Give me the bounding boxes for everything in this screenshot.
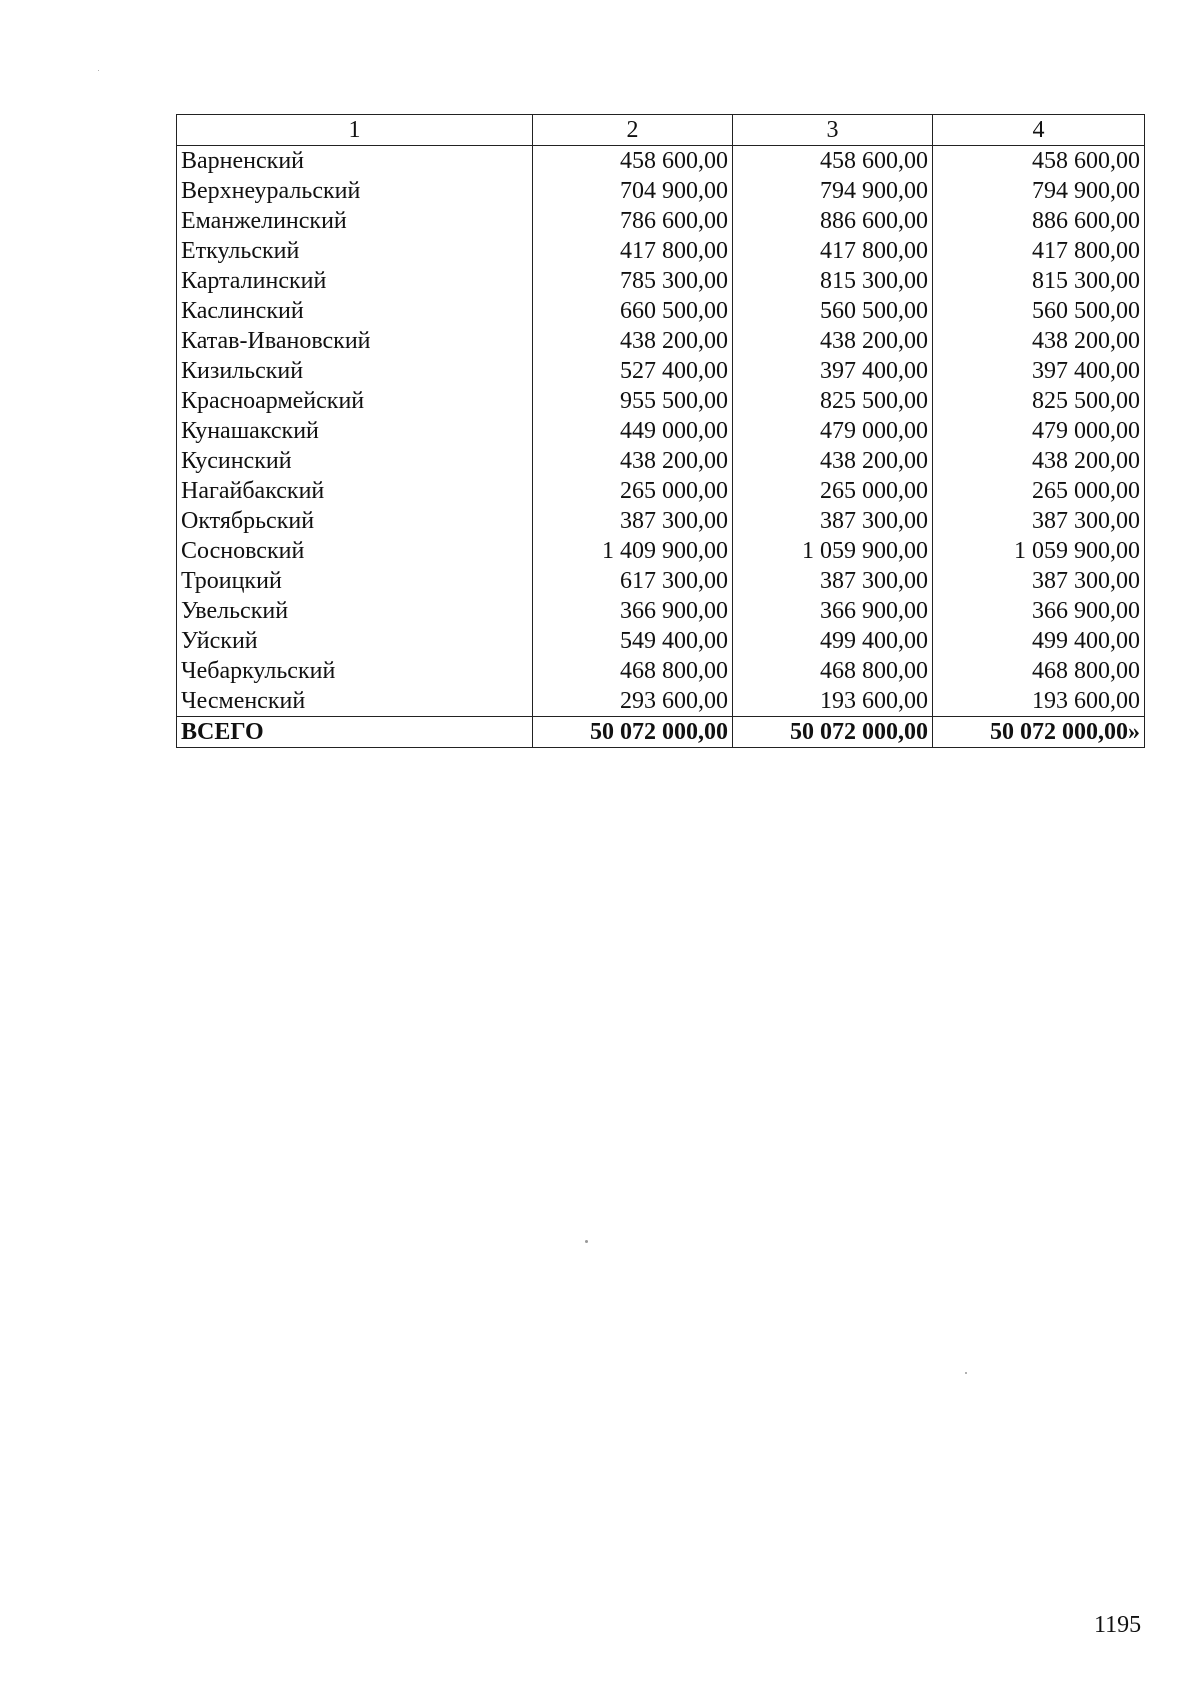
table-row	[177, 506, 1145, 536]
amount-col3: 265 000,00	[733, 476, 933, 506]
total-label: ВСЕГО	[177, 717, 533, 748]
amount-col2: 438 200,00	[533, 326, 733, 356]
amount-col2: 293 600,00	[533, 686, 733, 717]
district-name: Троицкий	[177, 566, 533, 596]
table-row	[177, 356, 1145, 386]
amount-col2: 438 200,00	[533, 446, 733, 476]
total-value-col2: 50 072 000,00	[533, 717, 733, 748]
table-row	[177, 296, 1145, 326]
district-name: Чесменский	[177, 686, 533, 717]
amount-col3: 387 300,00	[733, 506, 933, 536]
amount-col4: 387 300,00	[933, 506, 1145, 536]
amount-col3: 560 500,00	[733, 296, 933, 326]
amount-col4: 479 000,00	[933, 416, 1145, 446]
district-name: Катав-Ивановский	[177, 326, 533, 356]
budget-table	[176, 114, 1145, 748]
district-name: Каслинский	[177, 296, 533, 326]
table-row	[177, 326, 1145, 356]
total-value-col3: 50 072 000,00	[733, 717, 933, 748]
table-row	[177, 146, 1145, 177]
page-number: 1195	[1094, 1612, 1142, 1638]
amount-col2: 468 800,00	[533, 656, 733, 686]
amount-col3: 815 300,00	[733, 266, 933, 296]
district-name: Еткульский	[177, 236, 533, 266]
amount-col2: 527 400,00	[533, 356, 733, 386]
amount-col3: 825 500,00	[733, 386, 933, 416]
amount-col3: 387 300,00	[733, 566, 933, 596]
amount-col3: 458 600,00	[733, 146, 933, 177]
amount-col4: 815 300,00	[933, 266, 1145, 296]
header-row	[177, 115, 1145, 146]
amount-col4: 1 059 900,00	[933, 536, 1145, 566]
district-name: Увельский	[177, 596, 533, 626]
amount-col3: 417 800,00	[733, 236, 933, 266]
amount-col4: 193 600,00	[933, 686, 1145, 717]
column-header-4: 4	[933, 115, 1145, 146]
amount-col2: 417 800,00	[533, 236, 733, 266]
table-row	[177, 686, 1145, 717]
amount-col3: 438 200,00	[733, 446, 933, 476]
amount-col3: 366 900,00	[733, 596, 933, 626]
table-row	[177, 476, 1145, 506]
amount-col2: 660 500,00	[533, 296, 733, 326]
table-row	[177, 536, 1145, 566]
district-name: Кунашакский	[177, 416, 533, 446]
district-name: Кусинский	[177, 446, 533, 476]
amount-col4: 417 800,00	[933, 236, 1145, 266]
table-row	[177, 566, 1145, 596]
amount-col2: 265 000,00	[533, 476, 733, 506]
column-header-2: 2	[533, 115, 733, 146]
amount-col4: 387 300,00	[933, 566, 1145, 596]
amount-col3: 794 900,00	[733, 176, 933, 206]
amount-col4: 794 900,00	[933, 176, 1145, 206]
amount-col3: 886 600,00	[733, 206, 933, 236]
amount-col3: 438 200,00	[733, 326, 933, 356]
scan-speck	[965, 1372, 967, 1374]
amount-col2: 1 409 900,00	[533, 536, 733, 566]
amount-col2: 955 500,00	[533, 386, 733, 416]
table-row	[177, 266, 1145, 296]
scan-speck	[98, 70, 99, 71]
district-name: Нагайбакский	[177, 476, 533, 506]
amount-col3: 479 000,00	[733, 416, 933, 446]
column-header-3: 3	[733, 115, 933, 146]
district-name: Кизильский	[177, 356, 533, 386]
district-name: Уйский	[177, 626, 533, 656]
amount-col4: 438 200,00	[933, 326, 1145, 356]
amount-col2: 786 600,00	[533, 206, 733, 236]
table-row	[177, 656, 1145, 686]
amount-col3: 193 600,00	[733, 686, 933, 717]
table-row	[177, 626, 1145, 656]
amount-col2: 387 300,00	[533, 506, 733, 536]
district-name: Красноармейский	[177, 386, 533, 416]
scan-speck	[585, 1240, 588, 1243]
district-name: Еманжелинский	[177, 206, 533, 236]
amount-col3: 1 059 900,00	[733, 536, 933, 566]
district-name: Чебаркульский	[177, 656, 533, 686]
amount-col2: 458 600,00	[533, 146, 733, 177]
amount-col4: 397 400,00	[933, 356, 1145, 386]
amount-col3: 397 400,00	[733, 356, 933, 386]
district-name: Верхнеуральский	[177, 176, 533, 206]
column-header-1: 1	[177, 115, 533, 146]
amount-col2: 449 000,00	[533, 416, 733, 446]
district-name: Карталинский	[177, 266, 533, 296]
district-name: Варненский	[177, 146, 533, 177]
table-row	[177, 206, 1145, 236]
table-row	[177, 236, 1145, 266]
amount-col2: 549 400,00	[533, 626, 733, 656]
amount-col4: 499 400,00	[933, 626, 1145, 656]
amount-col4: 438 200,00	[933, 446, 1145, 476]
amount-col3: 499 400,00	[733, 626, 933, 656]
table-body	[177, 146, 1145, 717]
amount-col4: 265 000,00	[933, 476, 1145, 506]
amount-col4: 825 500,00	[933, 386, 1145, 416]
amount-col2: 704 900,00	[533, 176, 733, 206]
district-name: Октябрьский	[177, 506, 533, 536]
table-header	[177, 115, 1145, 146]
amount-col4: 458 600,00	[933, 146, 1145, 177]
amount-col2: 785 300,00	[533, 266, 733, 296]
table-row	[177, 386, 1145, 416]
total-value-col4: 50 072 000,00»	[933, 717, 1145, 748]
total-row	[177, 717, 1145, 748]
amount-col2: 617 300,00	[533, 566, 733, 596]
table-row	[177, 446, 1145, 476]
amount-col4: 366 900,00	[933, 596, 1145, 626]
table-row	[177, 176, 1145, 206]
amount-col3: 468 800,00	[733, 656, 933, 686]
district-name: Сосновский	[177, 536, 533, 566]
amount-col4: 468 800,00	[933, 656, 1145, 686]
amount-col2: 366 900,00	[533, 596, 733, 626]
amount-col4: 886 600,00	[933, 206, 1145, 236]
table-row	[177, 596, 1145, 626]
table-footer	[177, 717, 1145, 748]
amount-col4: 560 500,00	[933, 296, 1145, 326]
table-row	[177, 416, 1145, 446]
